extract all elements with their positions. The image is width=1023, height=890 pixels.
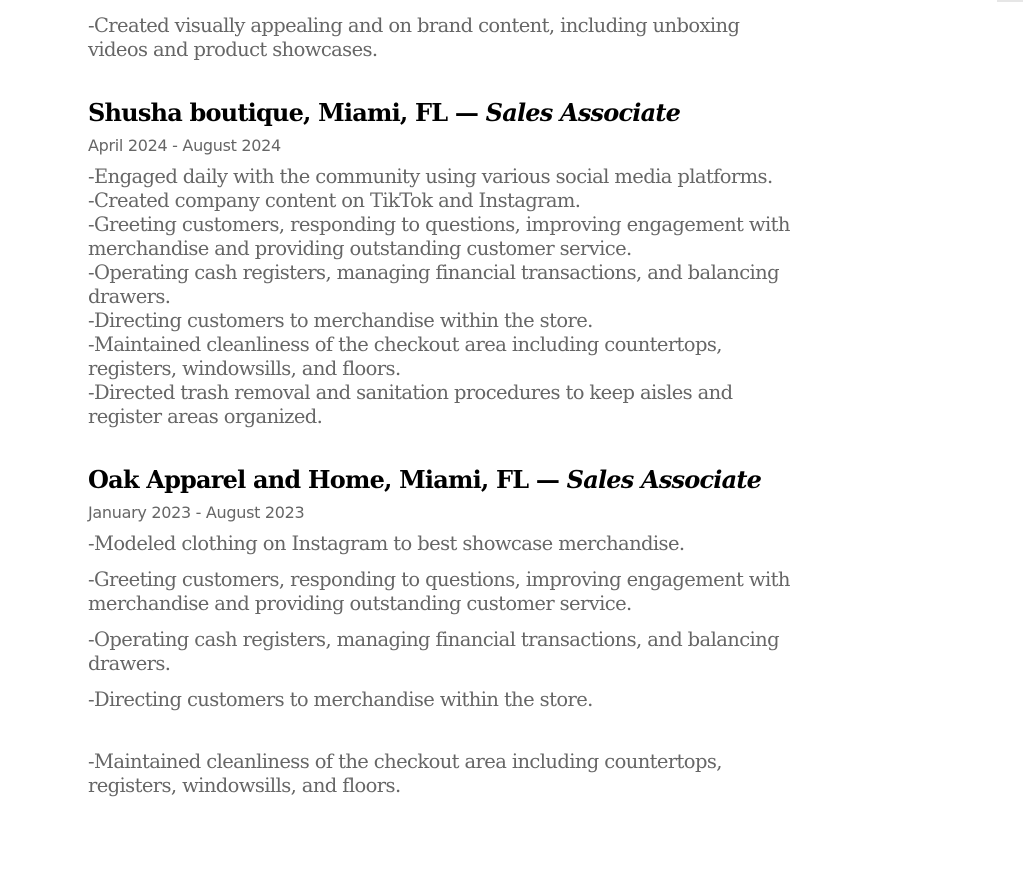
job-organization: Oak Apparel and Home, xyxy=(88,465,392,494)
bullet-item: -Directing customers to merchandise within the store. xyxy=(88,688,593,711)
job-location: Miami, FL — xyxy=(391,465,567,494)
job-title xyxy=(88,465,848,495)
bullet-item: -Maintained cleanliness of the checkout area including countertops, registers, windowsills, and floors. xyxy=(88,333,722,380)
job-entry-oak xyxy=(88,465,848,798)
bullet-item: -Directing customers to merchandise within the store. xyxy=(88,309,593,332)
job-bullets xyxy=(88,532,848,798)
scrollbar-edge[interactable] xyxy=(997,0,1023,2)
bullet-item: -Maintained cleanliness of the checkout area including countertops, registers, windowsills, and floors. xyxy=(88,750,722,797)
job-organization: Shusha boutique, xyxy=(88,98,311,127)
job-dates: January 2023 - August 2023 xyxy=(88,503,305,522)
bullet-item: -Modeled clothing on Instagram to best showcase merchandise. xyxy=(88,532,685,555)
bullet-item: -Engaged daily with the community using various social media platforms. xyxy=(88,165,773,188)
resume-document xyxy=(88,14,848,810)
bullet-item: -Greeting customers, responding to questions, improving engagement with merchandise and providing outstanding customer service. xyxy=(88,213,790,260)
job-location: Miami, FL — xyxy=(310,98,486,127)
job-role: Sales Associate xyxy=(566,465,762,494)
bullet-item: -Created company content on TikTok and Instagram. xyxy=(88,189,581,212)
intro-bullets xyxy=(88,14,788,62)
bullet-item: -Operating cash registers, managing financial transactions, and balancing drawers. xyxy=(88,628,780,675)
job-entry-shusha xyxy=(88,98,848,429)
job-title xyxy=(88,98,848,128)
bullet-item: -Directed trash removal and sanitation procedures to keep aisles and register areas organized. xyxy=(88,381,733,428)
job-dates: April 2024 - August 2024 xyxy=(88,136,281,155)
bullet-item: -Operating cash registers, managing financial transactions, and balancing drawers. xyxy=(88,261,780,308)
bullet-item: -Created visually appealing and on brand content, including unboxing videos and product showcases. xyxy=(88,14,740,61)
job-role: Sales Associate xyxy=(485,98,681,127)
job-bullets xyxy=(88,165,848,429)
bullet-item: -Greeting customers, responding to questions, improving engagement with merchandise and providing outstanding customer service. xyxy=(88,568,790,615)
